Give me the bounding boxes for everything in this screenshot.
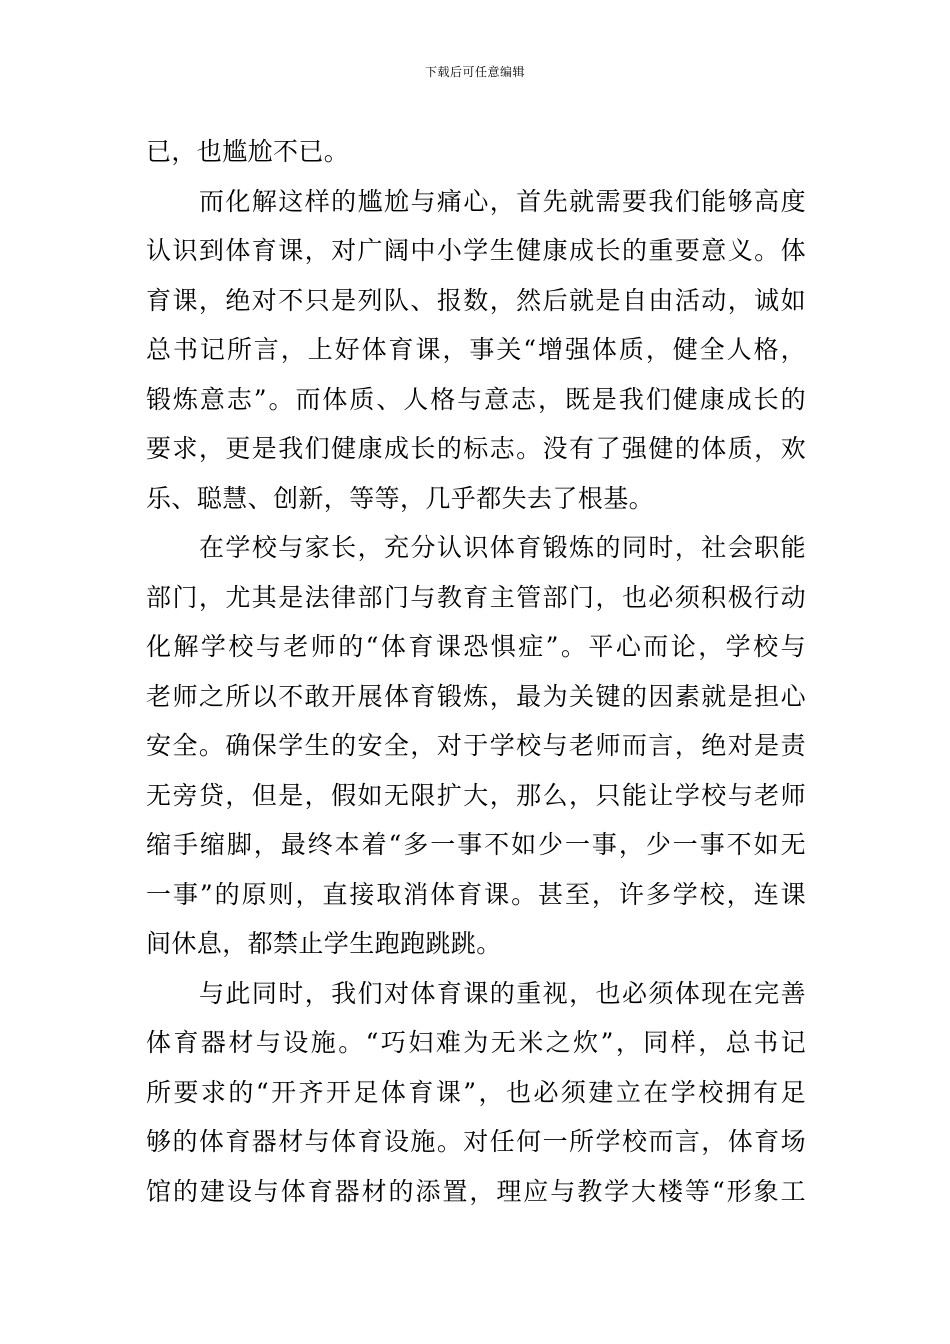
text-line: 安全。确保学生的安全，对于学校与老师而言，绝对是责 xyxy=(146,731,806,760)
text-line: 总书记所言，上好体育课，事关“增强体质，健全人格， xyxy=(146,335,806,364)
page-header: 下载后可任意编辑 xyxy=(424,65,525,79)
document-body xyxy=(146,127,806,1216)
text-line: 老师之所以不敢开展体育锻炼，最为关键的因素就是担心 xyxy=(146,681,806,711)
text-line: 一事”的原则，直接取消体育课。甚至，许多学校，连课 xyxy=(146,879,806,909)
text-line: 已，也尴尬不已。 xyxy=(146,137,350,166)
paragraph xyxy=(146,969,806,1217)
text-line: 间休息，都禁止学生跑跑跳跳。 xyxy=(146,929,502,958)
text-line: 育课，绝对不只是列队、报数，然后就是自由活动，诚如 xyxy=(146,285,806,315)
paragraph xyxy=(146,127,806,177)
text-line: 馆的建设与体育器材的添置，理应与教学大楼等“形象工 xyxy=(146,1176,806,1206)
text-line: 所要求的“开齐开足体育课”，也必须建立在学校拥有足 xyxy=(146,1077,806,1107)
text-line: 要求，更是我们健康成长的标志。没有了强健的体质，欢 xyxy=(146,434,806,463)
text-line: 体育器材与设施。“巧妇难为无米之炊”，同样，总书记 xyxy=(146,1028,806,1057)
paragraph xyxy=(146,523,806,969)
text-line: 乐、聪慧、创新，等等，几乎都失去了根基。 xyxy=(146,483,655,513)
paragraph xyxy=(146,177,806,524)
text-line: 缩手缩脚，最终本着“多一事不如少一事，少一事不如无 xyxy=(146,830,806,859)
text-line: 无旁贷，但是，假如无限扩大，那么，只能让学校与老师 xyxy=(146,780,806,810)
text-line: 而化解这样的尴尬与痛心，首先就需要我们能够高度 xyxy=(199,186,806,216)
text-line: 认识到体育课，对广阔中小学生健康成长的重要意义。体 xyxy=(146,236,806,265)
text-line: 够的体育器材与体育设施。对任何一所学校而言，体育场 xyxy=(146,1127,806,1156)
text-line: 与此同时，我们对体育课的重视，也必须体现在完善 xyxy=(199,978,806,1008)
text-line: 部门，尤其是法律部门与教育主管部门，也必须积极行动 xyxy=(146,582,806,612)
text-line: 锻炼意志”。而体质、人格与意志，既是我们健康成长的 xyxy=(146,384,806,414)
text-line: 化解学校与老师的“体育课恐惧症”。平心而论，学校与 xyxy=(146,632,806,661)
text-line: 在学校与家长，充分认识体育锻炼的同时，社会职能 xyxy=(199,533,806,562)
